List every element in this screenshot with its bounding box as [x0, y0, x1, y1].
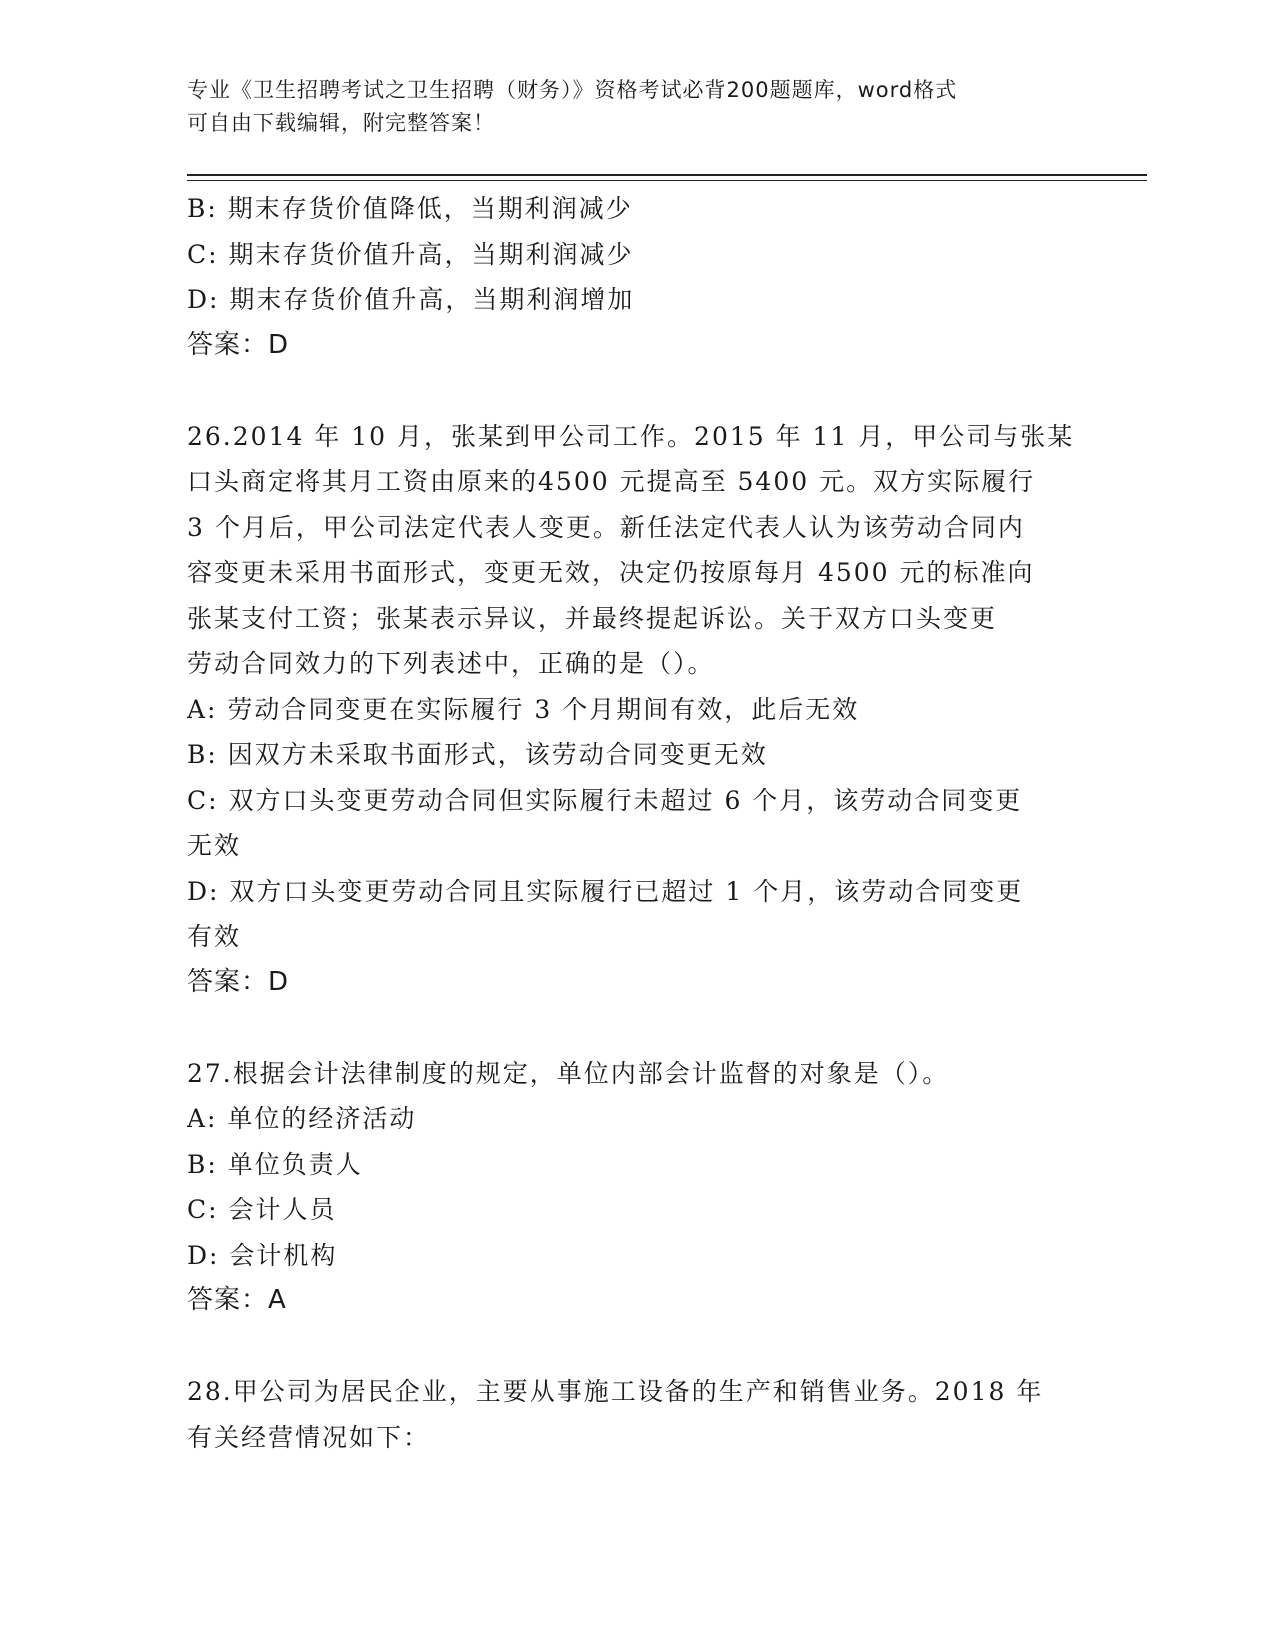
q26-option-c: C: 双方口头变更劳动合同但实际履行未超过 6 个月，该劳动合同变更 [187, 785, 1023, 815]
header-title-line-1: 专业《卫生招聘考试之卫生招聘（财务）》资格考试必背200题题库，word格式 [187, 78, 958, 102]
spacer [187, 1324, 1087, 1370]
q26-stem-line: 口头商定将其月工资由原来的4500 元提高至 5400 元。双方实际履行 [187, 467, 1036, 496]
q26-stem-line: 3 个月后，甲公司法定代表人变更。新任法定代表人认为该劳动合同内 [187, 512, 1025, 542]
q26-stem-line: 26.2014 年 10 月，张某到甲公司工作。2015 年 11 月，甲公司与张某 [187, 421, 1075, 451]
question-26 [187, 414, 1087, 1006]
question-25-tail [187, 186, 1087, 368]
spacer [187, 368, 1087, 414]
q25-option-b: B: 期末存货价值降低，当期利润减少 [187, 194, 633, 223]
q26-stem-line: 劳动合同效力的下列表述中，正确的是（）。 [187, 649, 715, 678]
q28-stem-line: 有关经营情况如下： [187, 1422, 431, 1452]
q25-answer: 答案：D [187, 329, 290, 360]
document-header [187, 74, 1087, 140]
q26-stem-line: 张某支付工资；张某表示异议，并最终提起诉讼。关于双方口头变更 [187, 603, 998, 633]
header-divider-thick [187, 174, 1147, 176]
q27-option-c: C: 会计人员 [187, 1195, 337, 1224]
q25-option-c: C: 期末存货价值升高，当期利润减少 [187, 239, 634, 269]
q26-answer: 答案：D [187, 966, 290, 997]
q26-option-b: B: 因双方未采取书面形式，该劳动合同变更无效 [187, 740, 768, 769]
q27-answer: 答案：A [187, 1285, 287, 1315]
document-body [187, 186, 1087, 1460]
q25-option-d: D: 期末存货价值升高，当期利润增加 [187, 285, 635, 314]
q28-stem-line: 28.甲公司为居民企业，主要从事施工设备的生产和销售业务。2018 年 [187, 1377, 1044, 1406]
q27-stem: 27.根据会计法律制度的规定，单位内部会计监督的对象是（）。 [187, 1058, 950, 1088]
q27-option-d: D: 会计机构 [187, 1240, 338, 1270]
q27-option-b: B: 单位负责人 [187, 1149, 363, 1179]
question-28 [187, 1369, 1087, 1460]
q26-option-d: D: 双方口头变更劳动合同且实际履行已超过 1 个月，该劳动合同变更 [187, 876, 1024, 906]
question-27 [187, 1051, 1087, 1324]
q26-option-c-continued: 无效 [187, 831, 242, 860]
header-divider-thin [187, 180, 1147, 181]
q26-option-a: A: 劳动合同变更在实际履行 3 个月期间有效，此后无效 [187, 694, 860, 724]
header-title-line-2: 可自由下载编辑，附完整答案！ [187, 111, 495, 135]
q26-option-d-continued: 有效 [187, 922, 242, 951]
q26-stem-line: 容变更未采用书面形式，变更无效，决定仍按原每月 4500 元的标准向 [187, 558, 1035, 587]
q27-option-a: A: 单位的经济活动 [187, 1104, 417, 1133]
spacer [187, 1005, 1087, 1051]
